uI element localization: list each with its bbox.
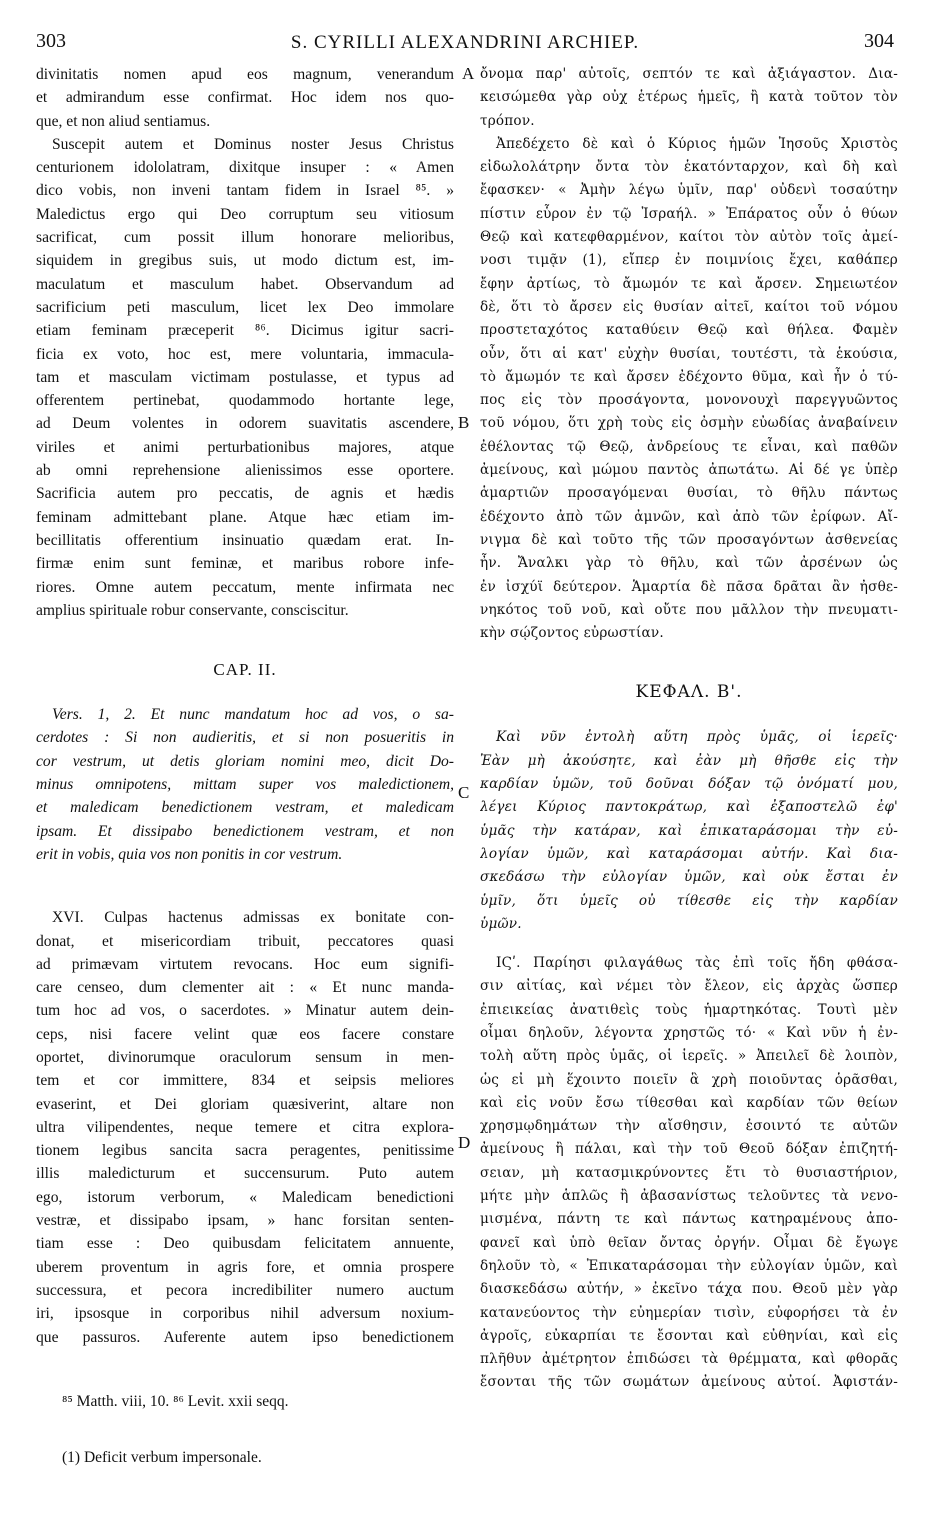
- verse-line: et maledicam benedictionem vestram, et maledicam: [36, 799, 454, 817]
- text-line: κατανεύοντος τὴν εὐημερίαν τισὶν, εὐφορήσει τὰ ἐν: [480, 1304, 898, 1321]
- text-line: tum hoc ad vos, o sacerdotes. » Minatur autem dein-: [36, 1002, 454, 1020]
- latin-column: [36, 63, 454, 1349]
- text-line: siquidem in gregibus suis, ut modo dictum est, im-: [36, 252, 454, 270]
- text-line: uberem proventum in agris fore, et omnia prospere: [36, 1258, 454, 1276]
- text-line: ἔφην ἀρτίως, τὸ ἄμωμόν τε καὶ ἄρσεν. Σημειωτέον: [480, 275, 898, 292]
- running-title: S. CYRILLI ALEXANDRINI ARCHIEP.: [290, 32, 640, 53]
- text-line: oportet, divinorumque oraculorum sensum in men-: [36, 1048, 454, 1066]
- text-line: sacrificium peti masculum, licet lex Deo immolare: [36, 298, 454, 316]
- text-line: ἐν ἰσχύϊ δεύτερον. Ἁμαρτία δὲ πᾶσα δρᾶται ἂν ἠσθε-: [480, 578, 898, 595]
- text-line: que, et non aliud sentiamus.: [36, 112, 211, 130]
- text-line: becillitatis offerentium insinuatio quædam erat. In-: [36, 531, 454, 549]
- margin-letter-b: B: [458, 413, 470, 432]
- text-line: δηλοῦν τὸ, « Ἐπικαταράσομαι τὴν εὐλογίαν ὑμῶν, καὶ: [480, 1257, 898, 1274]
- text-line: πίστιν εὗρον ἐν τῷ Ἰσραήλ. » Ἐπάρατος οὖν ὁ θύων: [480, 205, 898, 222]
- text-line: tionem legibus sancita sacra peragentes, penitissime: [36, 1142, 454, 1160]
- footnote-refs: ⁸⁵ Matth. viii, 10. ⁸⁶ Levit. xxii seqq.: [62, 1393, 289, 1410]
- verse-line: Καὶ νῦν ἐντολὴ αὕτη πρὸς ὑμᾶς, οἱ ἱερεῖς·: [496, 729, 898, 746]
- text-line: tem et cor immittere, 834 et seipsis meliores: [36, 1072, 454, 1090]
- text-line: μήτε μὴν ἁπλῶς ἢ ἀβασανίστως τελοῦντες τὰ νενο-: [480, 1188, 898, 1205]
- text-line: πλῆθυν ἀμέτρητον ἐπιδώσει τὰ θρέμματα, καὶ φθορᾶς: [480, 1351, 898, 1368]
- text-line: τὸ ἄμωμόν τε καὶ ἄρσεν ἐδέχοντο θῦμα, καὶ ἦν ὁ τύ-: [480, 368, 898, 385]
- text-line: τολὴ αὕτη πρὸς ὑμᾶς, οἱ ἱερεῖς. » Ἀπειλεῖ δὲ λοιπὸν,: [480, 1048, 898, 1065]
- text-line: ἀμείνους, καὶ μώμου παντὸς ἀπωτάτω. Αἱ δέ γε ὑπὲρ: [480, 462, 898, 479]
- running-header: [36, 30, 894, 58]
- text-line: ὄνομα παρ' αὐτοῖς, σεπτόν τε καὶ ἀξιάγαστον. Δια-: [480, 66, 898, 82]
- text-line: ficia ex voto, hoc est, mere voluntaria, immacula-: [36, 345, 454, 363]
- text-line: donat, et misericordiam tribuit, peccatores quasi: [36, 932, 454, 950]
- text-line: ἀμείνους ἢ πάλαι, καὶ τὴν τοῦ Θεοῦ δόξαν ἐπιζητή-: [480, 1141, 898, 1158]
- text-line: maculatum et masculum habet. Observandum ad: [36, 275, 454, 293]
- text-line: evaserint, et Dei gloriam quæsiverint, altare non: [36, 1095, 454, 1113]
- verse-line: Vers. 1, 2. Et nunc mandatum hoc ad vos, o sa-: [52, 706, 454, 724]
- text-line: σειαν, μὴ κατασμικρύνοντες ἔτι τὸ θυσιαστήριον,: [480, 1164, 898, 1181]
- text-line: κεισώμεθα γὰρ οὐχ ἑτέρως ἡμεῖς, ἢ κατὰ τοῦτον τὸν: [480, 89, 898, 106]
- text-line: ceps, nisi facere velint quæ eos facere constare: [36, 1025, 454, 1043]
- text-line: Suscepit autem et Dominus noster Jesus Christus: [52, 135, 454, 153]
- text-line: offerentem pertinebat, quodammodo hortante lege,: [36, 392, 454, 410]
- margin-letter-c: C: [458, 783, 470, 802]
- chapter-heading: CAP. II.: [213, 660, 277, 680]
- text-line: ἔφασκεν· « Ἀμὴν λέγω ὑμῖν, παρ' οὐδενὶ τοσαύτην: [480, 182, 898, 199]
- text-line: que passuros. Auferente autem ipso benedictionem: [36, 1328, 454, 1346]
- text-line: οὖν, ὅτι αἱ κατ' εὐχὴν θυσίαι, τουτέστι, τὰ ἑκούσια,: [480, 345, 898, 362]
- text-line: et admirandum esse confirmat. Hoc idem nos quo-: [36, 89, 454, 107]
- text-line: firmæ enim sunt feminæ, et maribus robore infe-: [36, 555, 454, 573]
- greek-column: [480, 63, 898, 1395]
- text-line: Θεῷ καὶ κατεφθαρμένον, καίτοι τὸν αὐτὸν τοῖς ἀμεί-: [480, 229, 898, 246]
- text-line: ἀγροῖς, εὐκαρπίαι τε ἔσονται καὶ εὐθηνίαι, καὶ εἰς: [480, 1327, 898, 1344]
- text-line: πος εἰς τὸν προσάγοντα, μονονουχὶ παρεγγυῶντος: [480, 392, 898, 409]
- text-line: successura, et pecora incredibiliter numero auctum: [36, 1281, 454, 1299]
- verse-line: ipsam. Et dissipabo benedictionem vestram, et non: [36, 822, 454, 840]
- text-line: viriles et animi perturbationibus majores, atque: [36, 438, 454, 456]
- text-line: ἦν. Ἄναλκι γὰρ τὸ θῆλυ, καὶ τῶν ἀρσένων ὡς: [480, 555, 898, 572]
- verse-line: minus omnipotens, mittam super vos maledictionem,: [36, 776, 454, 794]
- text-line: centurionem idololatram, dixitque insuper : « Amen: [36, 159, 454, 177]
- verse-line: cerdotes : Si non audieritis, et si non posueritis in: [36, 729, 454, 747]
- text-line: tiam esse : Deo quibusdam felicitatem annuente,: [36, 1235, 454, 1253]
- text-line: divinitatis nomen apud eos magnum, venerandum: [36, 66, 454, 83]
- text-line: νιγμα δὲ καὶ τοῦτο τῆς τῶν προσαγόντων ἀσθενείας: [480, 531, 898, 548]
- verse-line: λέγει Κύριος παντοκράτωρ, καὶ ἐξαποστελῶ ἐφ': [480, 799, 898, 816]
- text-line: εἰδωλολάτρην ὄντα τὸν ἑκατόνταρχον, καὶ δὴ καὶ: [480, 159, 898, 176]
- text-line: ad primævam virtutem revocans. Hoc eum signifi-: [36, 955, 454, 973]
- text-line: ad Deum volentes in odorem suavitatis ascendere,: [36, 415, 454, 433]
- text-line: Maledictus ergo qui Deo corruptum seu vitiosum: [36, 205, 454, 223]
- text-line: ego, istorum verborum, « Maledicam benedictioni: [36, 1188, 454, 1206]
- text-line: σιν αἰτίας, καὶ νέμει τὸν ἔλεον, εἰς ἀρχὰς ὥσπερ: [480, 978, 898, 995]
- verse-line: erit in vobis, quia vos non ponitis in cor vestrum.: [36, 845, 343, 863]
- text-line: tam et masculam victimam postulasse, et typus ad: [36, 368, 454, 386]
- text-line: κὴν σῴζοντος εὐρωστίαν.: [480, 625, 664, 642]
- text-line: οἶμαι δηλοῦν, λέγοντα χρηστῶς τό· « Καὶ νῦν ἡ ἐν-: [480, 1024, 898, 1041]
- text-line: προστεταχότος καταθύειν Θεῷ καὶ θήλεα. Φαμὲν: [480, 322, 898, 339]
- margin-letter-d: D: [458, 1133, 471, 1152]
- text-line: ἔσονται τῆς τῶν σωμάτων ἀμείνους αὐτοί. Ἀφιστάν-: [480, 1374, 898, 1391]
- text-line: etiam feminam præceperit ⁸⁶. Dicimus igitur sacri-: [36, 322, 454, 340]
- text-line: ab omni reprehensione alienissimos esse oportere.: [36, 462, 454, 480]
- verse-line: καρδίαν ὑμῶν, τοῦ δοῦναι δόξαν τῷ ὀνόματί μου,: [480, 776, 898, 793]
- page-number-left: 303: [36, 30, 66, 52]
- text-line: Sacrificia autem pro peccatis, de agnis et hædis: [36, 485, 454, 503]
- text-line: διασκεδάσω αὐτήν, » ἐκεῖνο τάχα που. Θεοῦ μὲν γὰρ: [480, 1281, 898, 1298]
- text-line: ἐπιεικείας ἀνατιθεὶς τοὺς ἡμαρτηκότας. Τουτὶ μὲν: [480, 1001, 898, 1018]
- text-line: τρόπον.: [480, 112, 535, 129]
- text-line: vestræ, et dissipabo ipsam, » hanc forsitan senten-: [36, 1212, 454, 1230]
- text-line: νοσι τιμᾷν (1), εἴπερ ἐν ποιμνίοις ἔχει, καθάπερ: [480, 252, 898, 269]
- footnote-note-1: (1) Deficit verbum impersonale.: [62, 1449, 262, 1466]
- text-line: sacrificat, cum possit illum honorare melioribus,: [36, 229, 454, 247]
- verse-line: ὑμῶν.: [480, 915, 522, 932]
- verse-line: σκεδάσω τὴν εὐλογίαν ὑμῶν, καὶ οὐκ ἔσται ἐν: [480, 869, 898, 886]
- text-line: XVI. Culpas hactenus admissas ex bonitate con-: [52, 909, 454, 927]
- page-number-right: 304: [864, 30, 894, 52]
- text-line: care censeo, dum clementer ait : « Et nunc manda-: [36, 979, 454, 997]
- text-line: ὡς εἰ μὴ ἕχοιντο ποιεῖν ἃ χρὴ ποιοῦντας ὁρᾶσθαι,: [480, 1071, 898, 1088]
- text-line: μισμένα, πάντη τε καὶ πάντως κατηραμένους ἀπο-: [480, 1211, 898, 1228]
- text-line: illis maledicturum et succensurum. Puto autem: [36, 1165, 454, 1183]
- text-line: feminam admittebant plane. Atque hæc etiam im-: [36, 508, 454, 526]
- text-line: καὶ εἰς νοῦν ἔσω τίθεσθαι καὶ καρδίαν τῶν θείων: [480, 1094, 898, 1111]
- text-line: φανεῖ καὶ ὑπὸ θεῖαν ὄντας ὀργήν. Οἶμαι δὲ ἔγωγε: [480, 1234, 898, 1251]
- text-line: amplius spirituale robur conservante, consciscitur.: [36, 601, 349, 619]
- text-line: ΙϚʹ. Παρίησι φιλαγάθως τὰς ἐπὶ τοῖς ἤδη φθάσα-: [496, 955, 898, 972]
- text-line: χρησμῳδημάτων τὴν αἴσθησιν, ἐσοιντό τε αὐτῶν: [480, 1118, 898, 1135]
- verse-line: ὑμᾶς τὴν κατάραν, καὶ ἐπικαταράσομαι τὴν εὐ-: [480, 822, 898, 839]
- text-line: Ἀπεδέχετο δὲ καὶ ὁ Κύριος ἡμῶν Ἰησοῦς Χριστὸς: [496, 135, 898, 152]
- text-line: ἁμαρτιῶν προσαγόμεναι θυσίαι, τὸ θῆλυ πάντως: [480, 485, 898, 502]
- text-line: iri, ipsosque in corporibus nihil adversum noxium-: [36, 1305, 454, 1323]
- text-line: ἐθέλοντας τῷ Θεῷ, ἀνδρείους τε εἶναι, καὶ παθῶν: [480, 438, 898, 455]
- text-line: ultra vilipendentes, neque temere et citra explora-: [36, 1118, 454, 1136]
- verse-line: Ἐὰν μὴ ἀκούσητε, καὶ ἐὰν μὴ θῆσθε εἰς τὴν: [480, 752, 898, 769]
- margin-letter-a: A: [462, 64, 475, 83]
- text-line: δὲ, ὅτι τὸ ἄρσεν εἰς θυσίαν αἰτεῖ, καίτοι τοῦ νόμου: [480, 298, 898, 315]
- verse-line: cor vestrum, ut detis gloriam nomini meo, dicit Do-: [36, 752, 454, 770]
- text-line: dico vobis, non inveni tantam fidem in Israel ⁸⁵. »: [36, 182, 454, 200]
- text-line: riores. Omne autem peccatum, mente infirmata nec: [36, 578, 454, 596]
- text-line: ἐδέχοντο ἀπὸ τῶν ἀμνῶν, καὶ ἀπὸ τῶν ἐρίφων. Αἴ-: [480, 508, 898, 525]
- verse-line: λογίαν ὑμῶν, καὶ καταράσομαι αὐτήν. Καὶ δια-: [480, 845, 898, 862]
- verse-line: ὑμῖν, ὅτι ὑμεῖς οὐ τίθεσθε εἰς τὴν καρδίαν: [480, 892, 898, 909]
- text-line: νηκότος τοῦ νοῦ, καὶ οὔτε που μᾶλλον τὴν πνευματι-: [480, 601, 898, 618]
- chapter-heading: ΚΕΦΑΛ. Β'.: [635, 682, 743, 703]
- text-line: τοῦ νόμου, ὅτι χρὴ τοὺς εἰς ὀσμὴν εὐωδίας ἀναβαίνειν: [480, 415, 898, 432]
